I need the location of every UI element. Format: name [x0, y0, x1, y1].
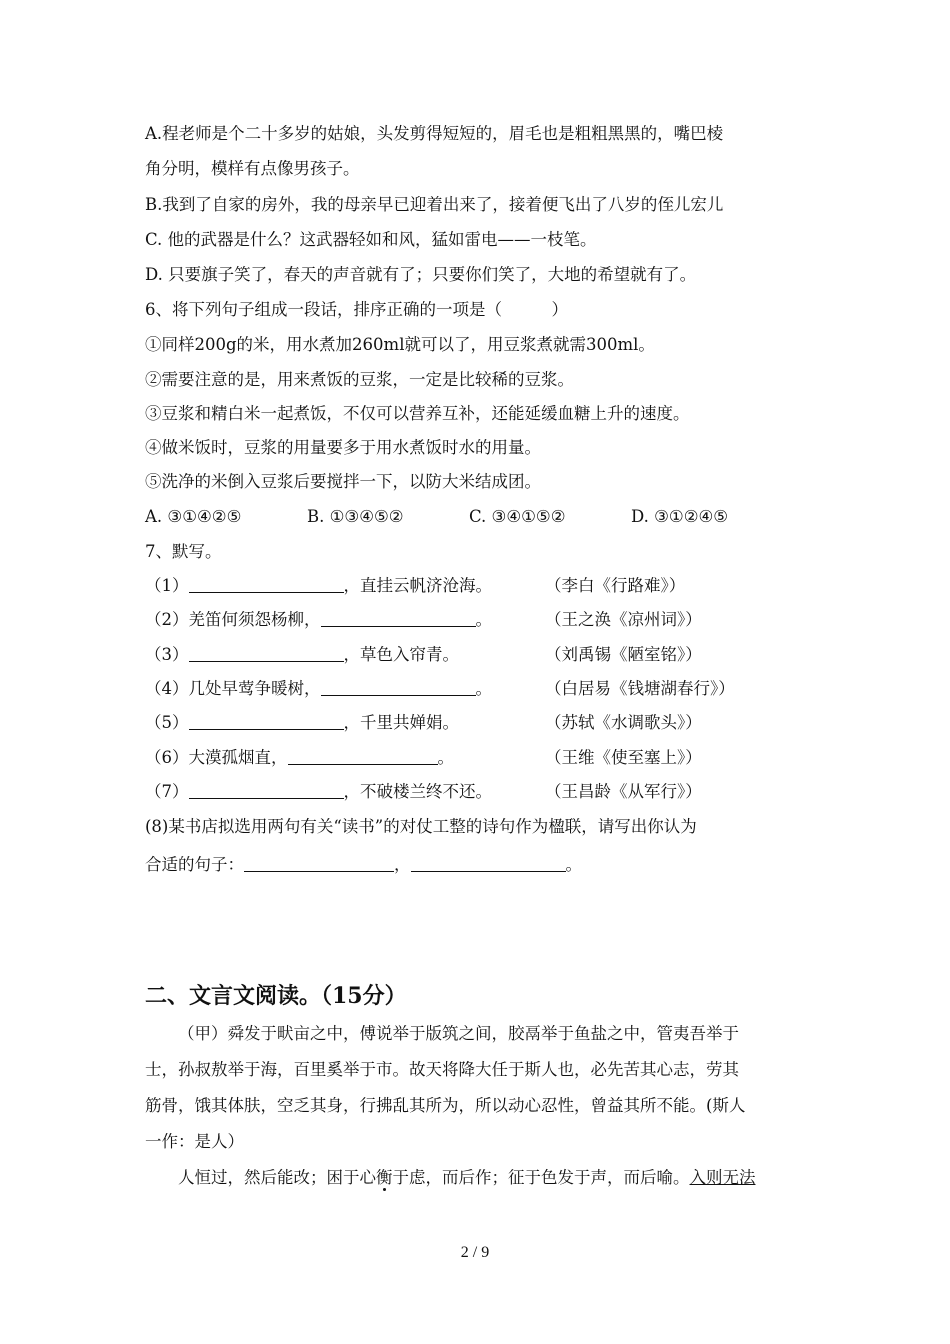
q7-item-4 [145, 677, 735, 701]
answer-blank[interactable] [321, 679, 476, 696]
q7-item-text: 几处早莺争暖树， [188, 679, 321, 698]
q6-sentence-2: ②需要注意的是，用来煮饭的豆浆，一定是比较稀的豆浆。 [145, 370, 574, 389]
page-number: 2 / 9 [460, 1244, 490, 1261]
q7-item-num: （3） [145, 645, 189, 664]
q7-item-source: （白居易《钱塘湖春行》） [545, 679, 735, 698]
answer-blank[interactable] [189, 576, 344, 593]
q7-item-text: ，直挂云帆济沧海。 [343, 576, 492, 595]
answer-blank[interactable] [411, 855, 566, 872]
answer-blank[interactable] [189, 645, 344, 662]
q7-item-text: 羌笛何须怨杨柳， [188, 610, 321, 629]
q7-item-num: （7） [145, 782, 189, 801]
q7-item-1 [145, 574, 686, 598]
q5-option-d: D. 只要旗子笑了，春天的声音就有了；只要你们笑了，大地的希望就有了。 [145, 265, 697, 284]
q7-item-text: 。 [475, 610, 492, 629]
q7-8-prefix: 合适的句子： [145, 855, 244, 874]
answer-blank[interactable] [288, 748, 438, 765]
q6-option-b: B. ①③④⑤② [307, 507, 404, 526]
passage-text: 于虑，而后作；征于色发于声，而后喻。 [392, 1168, 690, 1187]
q7-item-text: 大漠孤烟直， [188, 748, 288, 767]
q7-8-comma: ， [394, 855, 411, 874]
q7-item-num: （5） [145, 713, 189, 732]
q7-8-line2 [145, 853, 582, 877]
q7-item-text: 。 [475, 679, 492, 698]
q7-item-source: （李白《行路难》） [545, 576, 686, 595]
q6-sentence-3: ③豆浆和精白米一起煮饭，不仅可以营养互补，还能延缓血糖上升的速度。 [145, 404, 690, 423]
dotted-character: 衡 [376, 1168, 393, 1187]
q7-item-num: （2） [145, 610, 189, 629]
q7-item-source: （刘禹锡《陋室铭》） [545, 645, 702, 664]
q7-item-source: （王之涣《凉州词》） [545, 610, 702, 629]
passage-jia-line2: 士，孙叔敖举于海，百里奚举于市。故天将降大任于斯人也，必先苦其心志，劳其 [145, 1060, 739, 1079]
q7-item-5 [145, 711, 702, 735]
q6-option-a: A. ③①④②⑤ [145, 507, 242, 526]
q7-item-num: （1） [145, 576, 189, 595]
q7-item-3 [145, 643, 702, 667]
underlined-text: 入则无法 [689, 1168, 756, 1187]
passage-text: 人恒过，然后能改；困于心 [178, 1168, 376, 1187]
q7-item-text: ，不破楼兰终不还。 [343, 782, 492, 801]
q7-item-2 [145, 608, 702, 632]
q6-sentence-5: ⑤洗净的米倒入豆浆后要搅拌一下，以防大米结成团。 [145, 472, 541, 491]
q6-options [145, 505, 728, 529]
q7-item-text: ，千里共婵娟。 [343, 713, 459, 732]
answer-blank[interactable] [189, 713, 344, 730]
answer-blank[interactable] [244, 855, 394, 872]
q6-option-c: C. ③④①⑤② [469, 507, 566, 526]
q7-stem: 7、默写。 [145, 542, 222, 561]
q7-item-text: 。 [437, 748, 454, 767]
q5-option-a-line2: 角分明，模样有点像男孩子。 [145, 159, 360, 178]
passage-jia-line4: 一作：是人） [145, 1132, 244, 1151]
answer-blank[interactable] [321, 610, 476, 627]
q6-option-d: D. ③①②④⑤ [631, 507, 729, 526]
q5-option-a-line1: A.程老师是个二十多岁的姑娘，头发剪得短短的，眉毛也是粗粗黑黑的，嘴巴棱 [145, 124, 724, 143]
q7-item-7 [145, 780, 702, 804]
q7-item-source: （王维《使至塞上》） [545, 748, 702, 767]
answer-blank[interactable] [189, 782, 344, 799]
section-heading: 二、文言文阅读。（15分） [145, 983, 407, 1009]
q7-item-6 [145, 746, 702, 770]
q7-item-num: （6） [145, 748, 189, 767]
q7-8-end: 。 [565, 855, 582, 874]
q5-option-c: C. 他的武器是什么？这武器轻如和风，猛如雷电——一枝笔。 [145, 230, 597, 249]
q5-option-b: B.我到了自家的房外，我的母亲早已迎着出来了，接着便飞出了八岁的侄儿宏儿 [145, 195, 724, 214]
passage-jia-line3: 筋骨，饿其体肤，空乏其身，行拂乱其所为，所以动心忍性，曾益其所不能。(斯人 [145, 1096, 746, 1115]
q7-item-source: （苏轼《水调歌头》） [545, 713, 702, 732]
q6-sentence-4: ④做米饭时，豆浆的用量要多于用水煮饭时水的用量。 [145, 438, 541, 457]
passage-jia-line1: （甲）舜发于畎亩之中，傅说举于版筑之间，胶鬲举于鱼盐之中，管夷吾举于 [178, 1024, 739, 1043]
q7-item-text: ，草色入帘青。 [343, 645, 459, 664]
q6-stem: 6、将下列句子组成一段话，排序正确的一项是（ ） [145, 300, 568, 319]
q7-8-line1: (8)某书店拟选用两句有关“读书”的对仗工整的诗句作为楹联，请写出你认为 [145, 817, 697, 836]
passage-jia-line5 [178, 1166, 756, 1190]
q6-sentence-1: ①同样200g的米，用水煮加260ml就可以了，用豆浆煮就需300ml。 [145, 335, 655, 354]
q7-item-source: （王昌龄《从军行》） [545, 782, 702, 801]
q7-item-num: （4） [145, 679, 189, 698]
